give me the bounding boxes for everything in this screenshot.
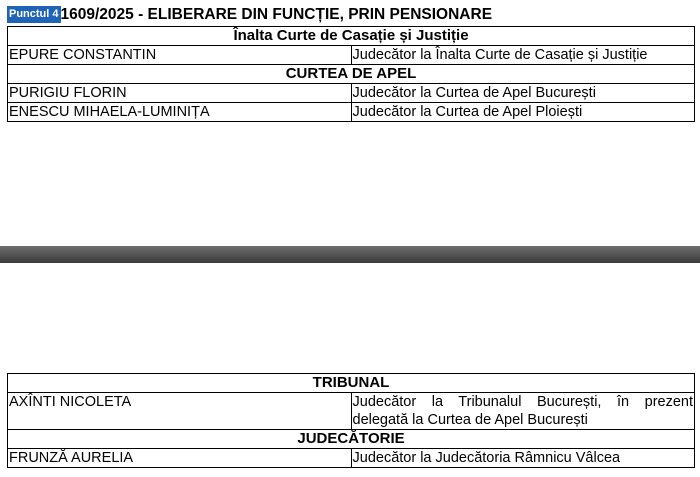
table-row: [8, 84, 695, 103]
document-heading: [7, 5, 492, 24]
section-row: [8, 374, 695, 393]
name-cell: AXÎNTI NICOLETA: [8, 393, 352, 430]
function-cell: Judecător la Judecătoria Râmnicu Vâlcea: [351, 449, 695, 468]
point-tag: Punctul 4: [7, 6, 61, 23]
function-cell: Judecător la Înalta Curte de Casație și Justiție: [351, 46, 695, 65]
function-cell: Judecător la Curtea de Apel București: [351, 84, 695, 103]
name-cell: EPURE CONSTANTIN: [8, 46, 352, 65]
table-row: [8, 103, 695, 122]
table-row: [8, 393, 695, 430]
section-row: [8, 27, 695, 46]
section-title-tribunal: TRIBUNAL: [8, 374, 695, 393]
section-row: [8, 430, 695, 449]
retirement-table-bottom: [7, 373, 695, 468]
name-cell: FRUNZĂ AURELIA: [8, 449, 352, 468]
retirement-table-top: [7, 26, 695, 122]
section-row: [8, 65, 695, 84]
section-title-curtea-de-apel: CURTEA DE APEL: [8, 65, 695, 84]
heading-title: 1609/2025 - ELIBERARE DIN FUNCȚIE, PRIN PENSIONARE: [60, 6, 493, 23]
page-break-divider: [0, 246, 700, 263]
table-row: [8, 46, 695, 65]
name-cell: PURIGIU FLORIN: [8, 84, 352, 103]
table-row: [8, 449, 695, 468]
section-title-judecatorie: JUDECĂTORIE: [8, 430, 695, 449]
section-title-iccj: Înalta Curte de Casație și Justiție: [8, 27, 695, 46]
function-cell: Judecător la Curtea de Apel Ploiești: [351, 103, 695, 122]
name-cell: ENESCU MIHAELA-LUMINIȚA: [8, 103, 352, 122]
function-cell: Judecător la Tribunalul București, în prezent delegată la Curtea de Apel București: [352, 394, 693, 428]
